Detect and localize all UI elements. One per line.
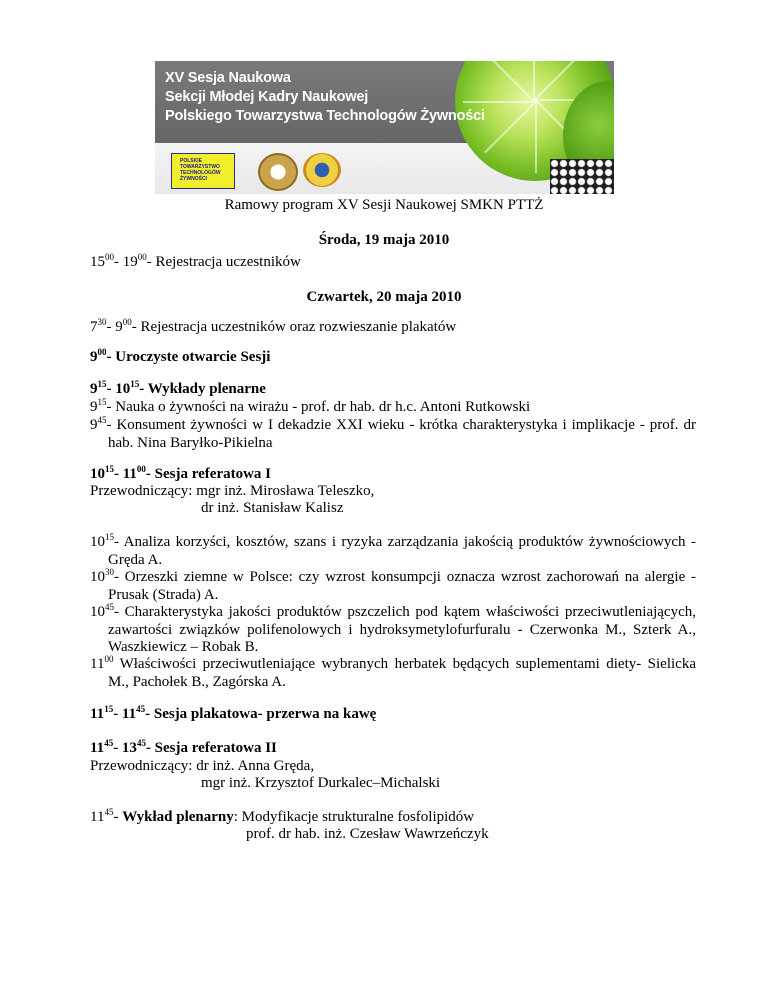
session1-chair-2: dr inż. Stanisław Kalisz	[201, 500, 344, 516]
soda-bubbles-image	[550, 159, 614, 194]
poster-session: $11^{15}-$ $11^{45}-$ Sesja plakatowa- przerwa na kawę	[90, 704, 377, 722]
banner-line-3: Polskiego Towarzystwa Technologów Żywności	[165, 108, 485, 124]
session2-heading: $11^{45}-$ $13^{45}-$ Sesja referatowa II	[90, 738, 277, 756]
plenary-heading: $9^{15}-$ $10^{15}-$ Wykłady plenarne	[90, 379, 266, 397]
conference-banner	[155, 61, 614, 194]
plenary-talk-1: $9^{15}-$ Nauka o żywności na wirażu - prof. dr hab. dr h.c. Antoni Rutkowski	[90, 397, 531, 415]
session1-talk-2: $10^{30}-$ Orzeszki ziemne w Polsce: czy wzrost konsumpcji oznacza wzrost zachorowań na alergie - Prusak (Strada) A.	[90, 567, 696, 603]
session1-talk-1: $10^{15}-$ Analiza korzyści, kosztów, szans i ryzyka zarządzania jakością produktów żywnościowych - Gręda A.	[90, 532, 696, 568]
pttz-logo: POLSKIE TOWARZYSTWO TECHNOLOGÓW ŻYWNOŚCI	[171, 153, 235, 189]
program-title: Ramowy program XV Sesji Naukowej SMKN PTTŻ	[224, 197, 544, 213]
session2-chair: Przewodniczący: dr inż. Anna Gręda,	[90, 758, 315, 774]
registration-day1: $15^{00}-$ $19^{00}-$ Rejestracja uczestników	[90, 252, 301, 270]
day2-heading: Czwartek, 20 maja 2010	[306, 289, 462, 305]
banner-line-2: Sekcji Młodej Kadry Naukowej	[165, 89, 369, 105]
session2-chair-2: mgr inż. Krzysztof Durkalec–Michalski	[201, 775, 441, 791]
day1-heading: Środa, 19 maja 2010	[318, 232, 450, 248]
session1-chair: Przewodniczący: mgr inż. Mirosława Teleszko,	[90, 483, 375, 499]
plenary-lecture-label: Wykład plenarny	[122, 809, 234, 825]
opening-item: $9^{00}-$ Uroczyste otwarcie Sesji	[90, 347, 271, 365]
registration-day2: $7^{30}-$ $9^{00}-$ Rejestracja uczestników oraz rozwieszanie plakatów	[90, 317, 457, 335]
plenary-talk-2: $9^{45}-$ Konsument żywności w I dekadzie XXI wieku - krótka charakterystyka i implikacje - prof. dr hab. Nina Baryłko-Pikielna	[90, 415, 696, 451]
session1-talk-4: $11^{00}$ Właściwości przeciwutleniające wybranych herbatek będących suplementami diety- Sielicka M., Pachołek B., Zagórska A.	[90, 654, 696, 690]
session1-heading: $10^{15}-$ $11^{00}-$ Sesja referatowa I	[90, 464, 272, 482]
university-seal-logo	[258, 153, 298, 191]
plenary-lecture-speaker: prof. dr hab. inż. Czesław Wawrzeńczyk	[246, 826, 489, 842]
banner-line-1: XV Sesja Naukowa	[165, 70, 291, 86]
session1-talk-3: $10^{45}-$ Charakterystyka jakości produktów pszczelich pod kątem właściwości przeciwutleniających, zawartości związków polifenolowych i hydroksymetylofurfuralu - Czerwonka M., Szterk A., Waszkiewicz – Robak B.	[90, 602, 696, 655]
crest-logo	[303, 153, 341, 187]
plenary-lecture: $11^{45}-$ Wykład plenarny: Modyfikacje strukturalne fosfolipidów	[90, 807, 475, 825]
